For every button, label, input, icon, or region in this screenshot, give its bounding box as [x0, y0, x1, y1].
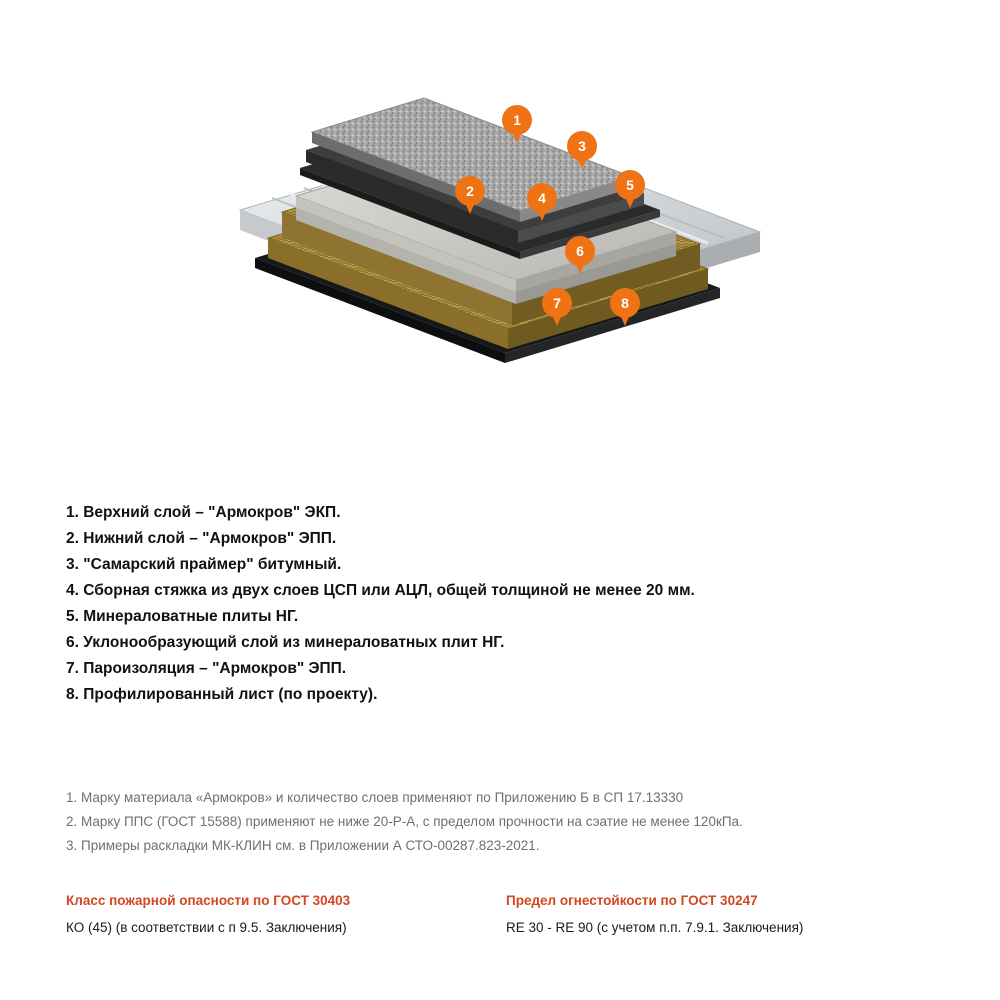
marker-label: 8	[621, 295, 629, 311]
fire-hazard-title: Класс пожарной опасности по ГОСТ 30403	[66, 893, 351, 908]
marker-label: 4	[538, 190, 546, 206]
marker-label: 6	[576, 243, 584, 259]
fire-hazard-value: КО (45) (в соответствии с п 9.5. Заключения)	[66, 920, 347, 935]
note-item: 1. Марку материала «Армокров» и количество слоев применяют по Приложению Б в СП 17.13330	[66, 790, 684, 805]
roof-assembly-illustration	[0, 0, 1000, 470]
marker-1[interactable]	[502, 105, 532, 147]
marker-5[interactable]	[615, 170, 645, 212]
note-item: 2. Марку ППС (ГОСТ 15588) применяют не ниже 20-Р-А, с пределом прочности на сэатие не менее 120кПа.	[66, 814, 743, 829]
specifications	[66, 890, 946, 940]
marker-3[interactable]	[567, 131, 597, 173]
marker-label: 1	[513, 112, 521, 128]
marker-8[interactable]	[610, 288, 640, 330]
fire-hazard-spec	[66, 890, 506, 940]
legend-item: 2. Нижний слой – "Армокров" ЭПП.	[66, 530, 337, 547]
note-item: 3. Примеры раскладки МК-КЛИН см. в Приложении А СТО-00287.823-2021.	[66, 838, 540, 853]
legend-item: 3. "Самарский праймер" битумный.	[66, 556, 342, 573]
marker-2[interactable]	[455, 176, 485, 218]
marker-label: 3	[578, 138, 586, 154]
fire-resistance-title: Предел огнестойкости по ГОСТ 30247	[506, 893, 758, 908]
fire-resistance-value: RE 30 - RE 90 (с учетом п.п. 7.9.1. Заключения)	[506, 920, 804, 935]
marker-4[interactable]	[527, 183, 557, 225]
legend-item: 5. Минераловатные плиты НГ.	[66, 608, 299, 625]
marker-label: 5	[626, 177, 634, 193]
legend-item: 1. Верхний слой – "Армокров" ЭКП.	[66, 504, 341, 521]
legend-item: 7. Пароизоляция – "Армокров" ЭПП.	[66, 660, 347, 677]
legend-item: 8. Профилированный лист (по проекту).	[66, 686, 378, 703]
layers-legend	[66, 500, 946, 708]
roof-layers-diagram	[0, 0, 1000, 470]
legend-item: 4. Сборная стяжка из двух слоев ЦСП или АЦЛ, общей толщиной не менее 20 мм.	[66, 582, 695, 599]
marker-label: 2	[466, 183, 474, 199]
legend-item: 6. Уклонообразующий слой из минераловатных плит НГ.	[66, 634, 505, 651]
marker-7[interactable]	[542, 288, 572, 330]
fire-resistance-spec	[506, 890, 946, 940]
marker-6[interactable]	[565, 236, 595, 278]
marker-label: 7	[553, 295, 561, 311]
notes-block	[66, 786, 946, 858]
